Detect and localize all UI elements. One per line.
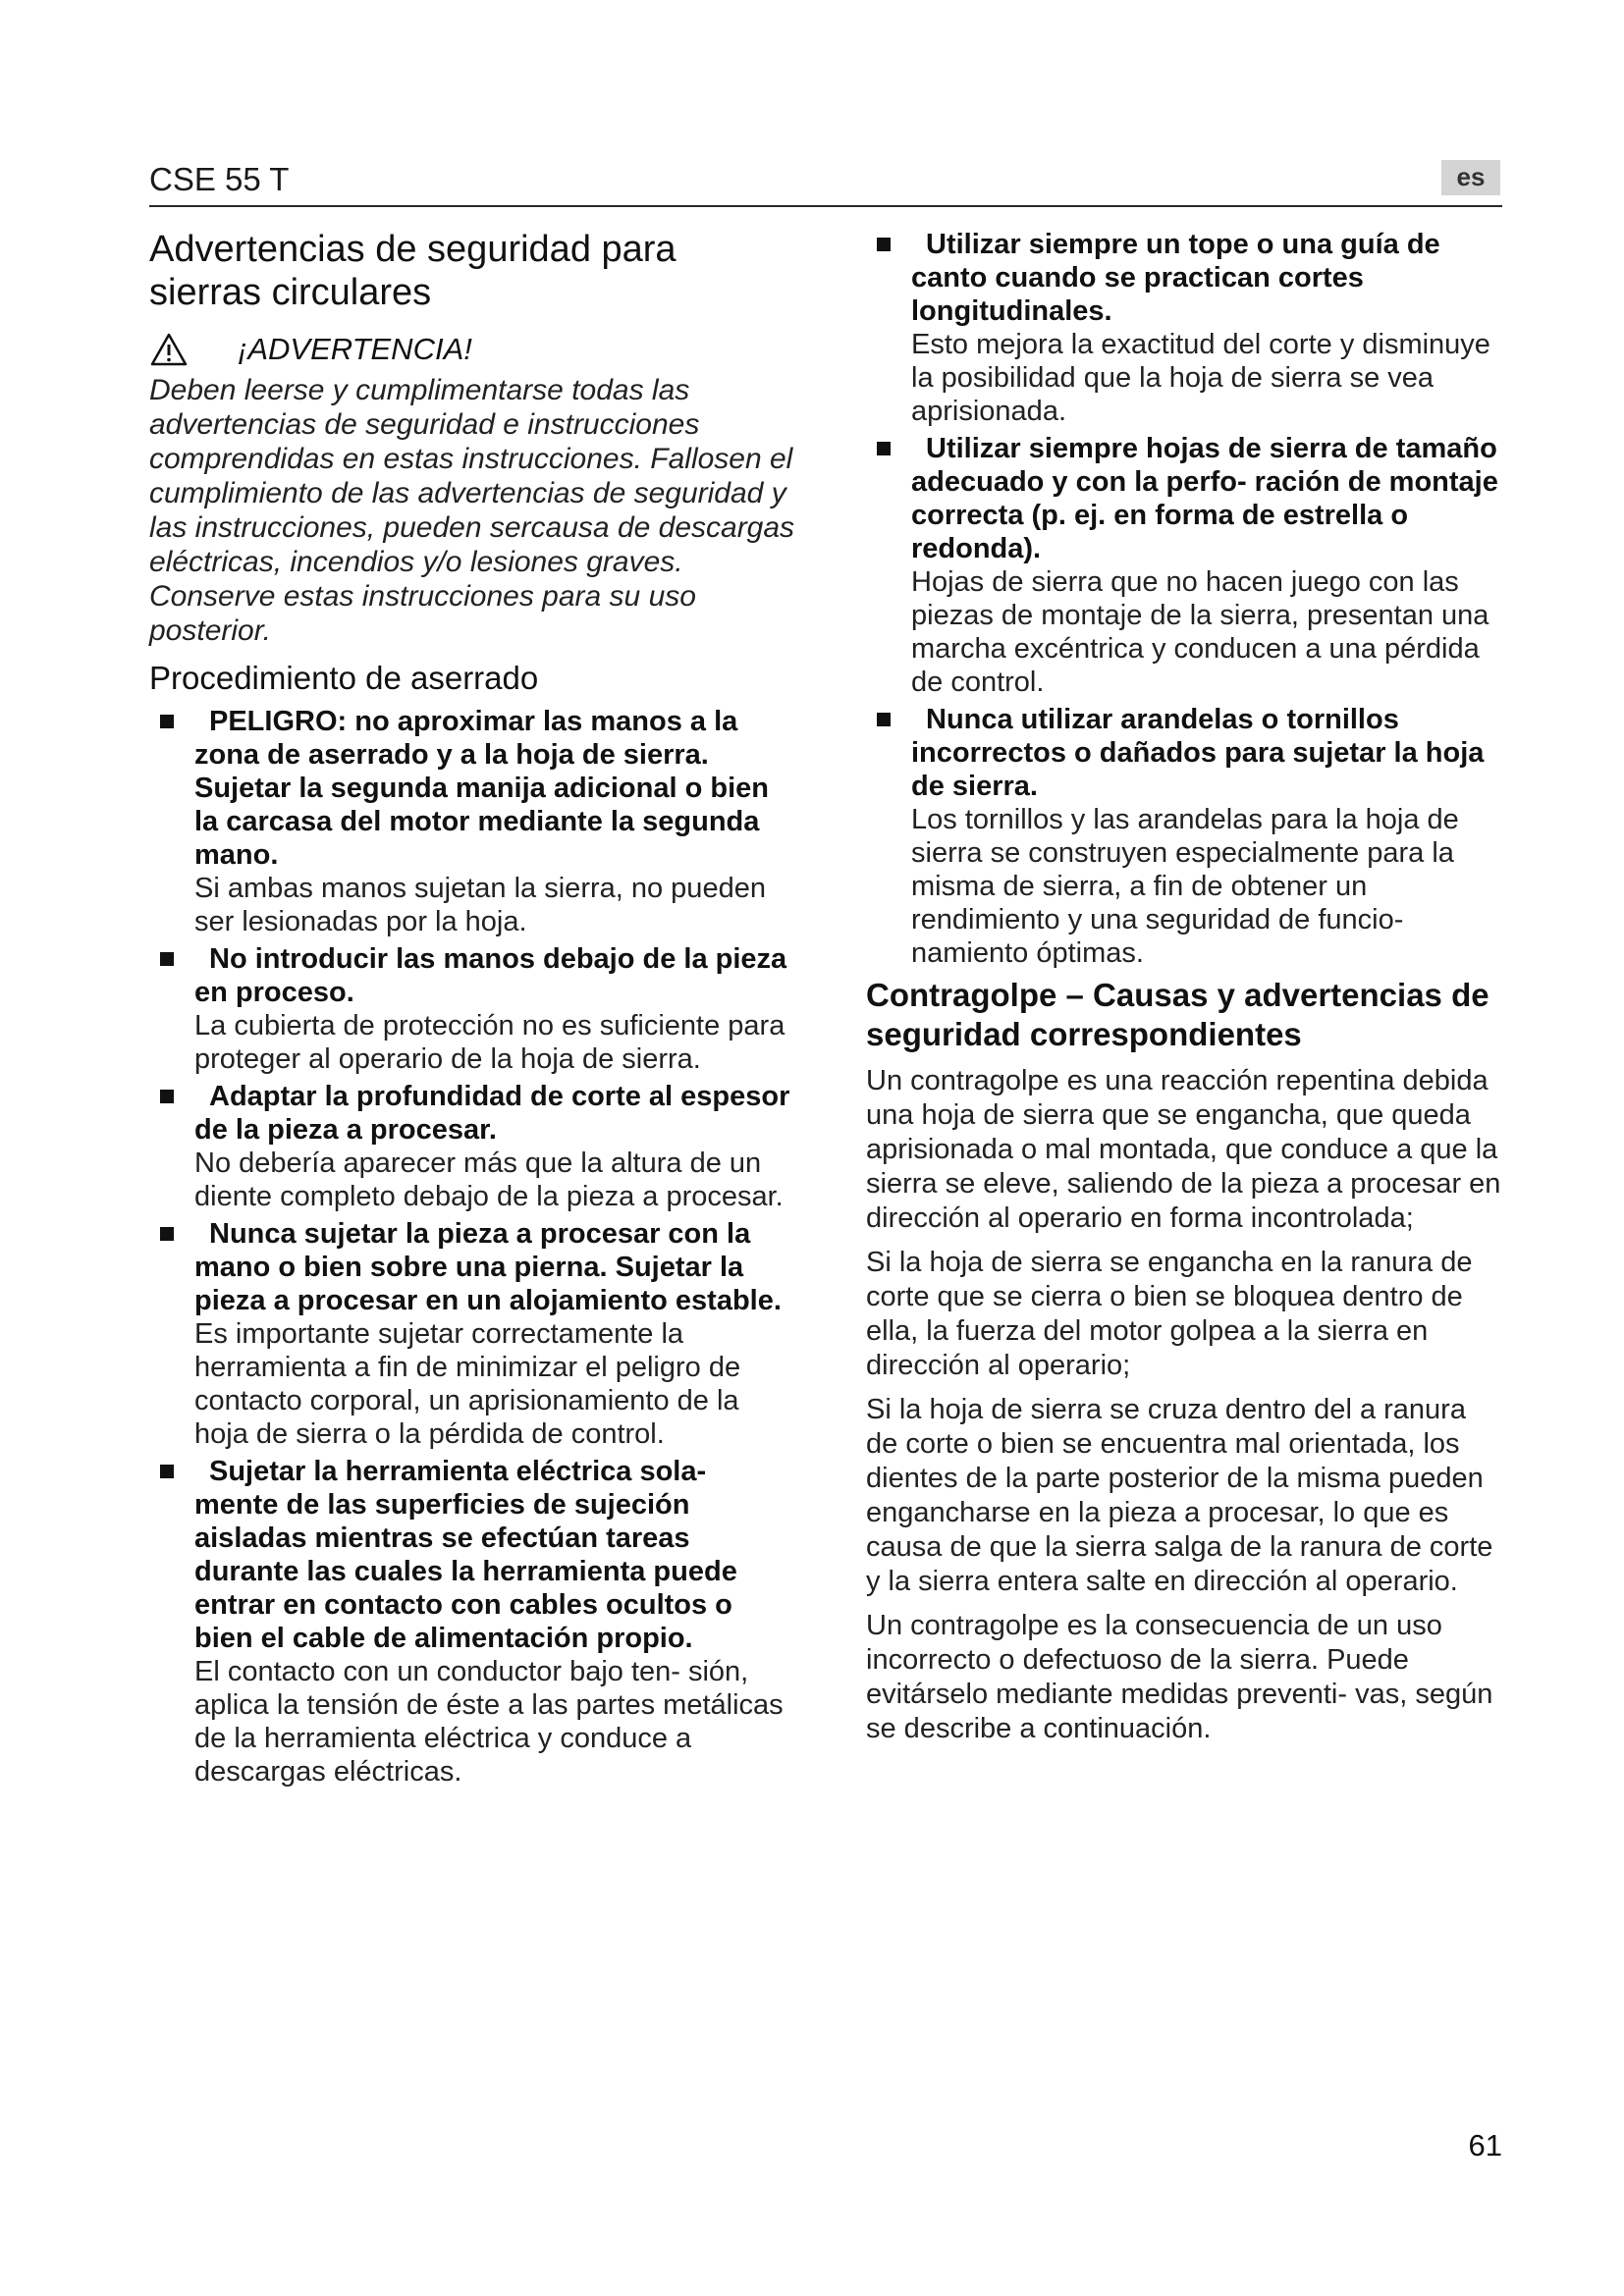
list-item [149,705,797,938]
list-item [866,228,1504,428]
page-header [149,160,1502,207]
rule-title: Sujetar la herramienta eléctrica sola- mente de las superficies de sujeción aisladas mientras se efectúan tareas durante las cuales la herramienta puede entrar en contacto con cables ocultos o bien el cable de alimentación propio. [194,1456,737,1654]
paragraph: Si la hoja de sierra se cruza dentro del a ranura de corte o bien se encuentra mal orientada, los dientes de la parte posterior de la misma pueden engancharse en la pieza a procesar, lo que es causa de que la sierra salga de la ranura de corte y la sierra entera salte en dirección al operario. [866,1394,1493,1597]
section-title-kickback: Contragolpe – Causas y advertencias de seguridad correspondientes [866,977,1489,1052]
rule-body: Es importante sujetar correctamente la herramienta a fin de minimizar el peligro de contacto corporal, un aprisionamiento de la hoja de sierra o la pérdida de control. [194,1318,741,1450]
rule-title: No introducir las manos debajo de la pieza en proceso. [194,943,787,1008]
square-bullet-icon [160,952,174,966]
rule-body: La cubierta de protección no es suficiente para proteger al operario de la hoja de sierra. [194,1010,785,1075]
rule-title: Utilizar siempre un tope o una guía de canto cuando se practican cortes longitudinales. [911,229,1440,327]
sawing-rules-list [149,705,797,1789]
warning-heading [149,328,797,371]
rule-body: Si ambas manos sujetan la sierra, no pueden ser lesionadas por la hoja. [194,873,766,937]
paragraph: Un contragolpe es la consecuencia de un uso incorrecto o defectuoso de la sierra. Puede evitárselo mediante medidas preventi- vas, según se describe a continuación. [866,1610,1493,1744]
guide-rules-list [866,228,1504,970]
warning-text: Deben leerse y cumplimentarse todas las advertencias de seguridad e instrucciones comprendidas en estas instrucciones. Fallosen el cumplimiento de las advertencias de seguridad y las instrucciones, pueden sercausa de descargas eléctricas, incendios y/o lesiones graves. Conserve estas instrucciones para su uso posterior. [149,374,795,647]
rule-body: Los tornillos y las arandelas para la hoja de sierra se construyen especialmente para la misma de sierra, a fin de obtener un rendimiento y una seguridad de funcio- namiento óptimas. [911,804,1459,969]
right-column [866,228,1504,1756]
rule-title: Nunca sujetar la pieza a procesar con la mano o bien sobre una pierna. Sujetar la pieza a procesar en un alojamiento estable. [194,1218,782,1316]
square-bullet-icon [160,1090,174,1103]
page-number: 61 [1468,2128,1502,2163]
square-bullet-icon [877,442,891,455]
list-item [866,703,1504,970]
left-column [149,228,797,1792]
rule-title: PELIGRO: no aproximar las manos a la zona de aserrado y a la hoja de sierra. Sujetar la segunda manija adicional o bien la carcasa del motor mediante la segunda mano. [194,706,769,871]
rule-body: El contacto con un conductor bajo ten- sión, aplica la tensión de éste a las partes metálicas de la herramienta eléctrica y conduce a descargas eléctricas. [194,1656,784,1788]
rule-title: Nunca utilizar arandelas o tornillos incorrectos o dañados para sujetar la hoja de sierra. [911,704,1485,802]
list-item [866,432,1504,699]
rule-body: Hojas de sierra que no hacen juego con las piezas de montaje de la sierra, presentan una marcha excéntrica y conducen a una pérdida de control. [911,566,1489,698]
paragraph: Si la hoja de sierra se engancha en la ranura de corte que se cierra o bien se bloquea dentro de ella, la fuerza del motor golpea a la sierra en dirección al operario; [866,1247,1473,1381]
paragraph: Un contragolpe es una reacción repentina debida una hoja de sierra que se engancha, que queda aprisionada o mal montada, que conduce a que la sierra se eleve, saliendo de la pieza a procesar en dirección al operario en forma incontrolada; [866,1065,1501,1234]
warning-label: ¡ADVERTENCIA! [238,332,472,366]
square-bullet-icon [160,1465,174,1478]
page-title: Advertencias de seguridad para sierras circulares [149,229,677,313]
list-item [149,1455,797,1789]
section-title-sawing: Procedimiento de aserrado [149,660,539,696]
language-badge: es [1441,160,1500,195]
rule-body: No debería aparecer más que la altura de un diente completo debajo de la pieza a procesar. [194,1148,784,1212]
square-bullet-icon [160,715,174,728]
list-item [149,942,797,1076]
model-name: CSE 55 T [149,161,290,197]
square-bullet-icon [877,238,891,251]
rule-title: Adaptar la profundidad de corte al espesor de la pieza a procesar. [194,1081,790,1146]
rule-title: Utilizar siempre hojas de sierra de tamaño adecuado y con la perfo- ración de montaje correcta (p. ej. en forma de estrella o redonda). [911,433,1498,564]
square-bullet-icon [877,713,891,726]
rule-body: Esto mejora la exactitud del corte y disminuye la posibilidad que la hoja de sierra se vea aprisionada. [911,329,1490,427]
square-bullet-icon [160,1227,174,1241]
warning-triangle-icon [149,332,189,367]
list-item [149,1217,797,1451]
list-item [149,1080,797,1213]
